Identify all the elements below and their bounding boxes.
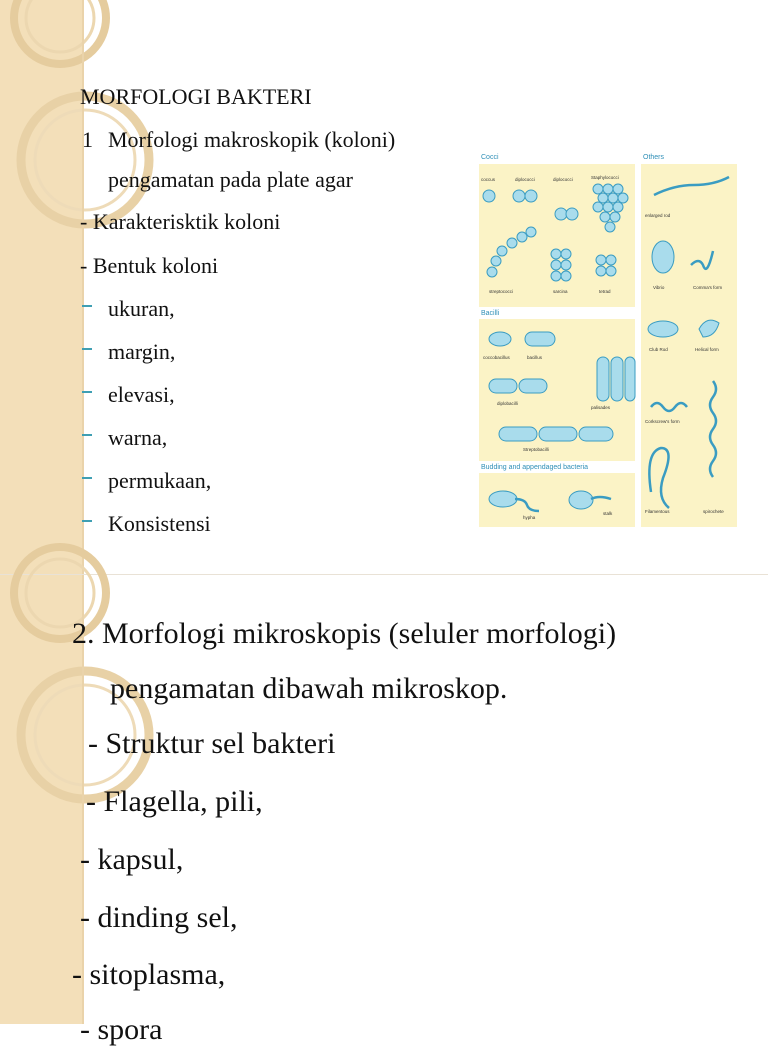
svg-text:palisades: palisades bbox=[591, 405, 611, 410]
svg-text:Staphylococci: Staphylococci bbox=[591, 175, 619, 180]
svg-text:stalk: stalk bbox=[603, 511, 613, 516]
svg-text:Helical form: Helical form bbox=[695, 347, 719, 352]
svg-text:coccus: coccus bbox=[481, 177, 496, 182]
svg-text:diplococci: diplococci bbox=[515, 177, 535, 182]
svg-text:tetrad: tetrad bbox=[599, 289, 611, 294]
svg-text:Vibrio: Vibrio bbox=[653, 285, 665, 290]
slide-2 bbox=[0, 575, 768, 1046]
svg-text:Club Rod: Club Rod bbox=[649, 347, 668, 352]
slide2-line5: - kapsul, bbox=[80, 843, 184, 876]
slide2-line7: - sitoplasma, bbox=[72, 958, 226, 991]
bullet-item: Konsistensi bbox=[108, 511, 211, 536]
fig-cocci-title: Cocci bbox=[481, 154, 499, 161]
fig-budding-title: Budding and appendaged bacteria bbox=[481, 464, 589, 471]
bullet-item: margin, bbox=[108, 339, 176, 364]
sub-item-karakteristik: - Karakterisktik koloni bbox=[80, 209, 281, 234]
svg-text:streptococci: streptococci bbox=[489, 289, 514, 294]
bullet-dash-icon bbox=[82, 305, 92, 307]
sub-item-bentuk: - Bentuk koloni bbox=[80, 253, 219, 278]
decorative-strip bbox=[0, 0, 84, 575]
item1-line2: pengamatan pada plate agar bbox=[108, 167, 353, 192]
slide2-line1: 2. Morfologi mikroskopis (seluler morfologi) bbox=[72, 617, 617, 650]
slide2-line3: - Struktur sel bakteri bbox=[88, 727, 336, 760]
item-number: 1 bbox=[82, 127, 93, 152]
slide-title: MORFOLOGI BAKTERI bbox=[80, 84, 312, 109]
svg-text:enlarged rod: enlarged rod bbox=[645, 213, 671, 218]
bacteria-morphology-figure bbox=[479, 147, 737, 527]
svg-text:hypha: hypha bbox=[523, 515, 536, 520]
svg-text:Streptobacilli: Streptobacilli bbox=[523, 447, 549, 452]
circle-ornament-icon bbox=[0, 0, 84, 575]
bullet-dash-icon bbox=[82, 348, 92, 350]
svg-text:diplobacilli: diplobacilli bbox=[497, 401, 518, 406]
bullet-item: ukuran, bbox=[108, 296, 175, 321]
svg-text:Comma's form: Comma's form bbox=[693, 285, 723, 290]
svg-text:sarcina: sarcina bbox=[553, 289, 568, 294]
slide2-line6: - dinding sel, bbox=[80, 901, 238, 934]
svg-text:Filamentous: Filamentous bbox=[645, 509, 670, 514]
bullet-item: elevasi, bbox=[108, 382, 175, 407]
fig-others-title: Others bbox=[643, 154, 665, 161]
bullet-dash-icon bbox=[82, 391, 92, 393]
svg-text:bacillus: bacillus bbox=[527, 355, 543, 360]
slide2-line4: - Flagella, pili, bbox=[86, 785, 263, 818]
svg-text:Corkscrew's form: Corkscrew's form bbox=[645, 419, 680, 424]
bullet-item: permukaan, bbox=[108, 468, 212, 493]
slide2-line2: pengamatan dibawah mikroskop. bbox=[110, 672, 508, 705]
svg-text:diplococci: diplococci bbox=[553, 177, 573, 182]
bullet-item: warna, bbox=[108, 425, 168, 450]
item1-line1: Morfologi makroskopik (koloni) bbox=[108, 127, 396, 152]
bullet-dash-icon bbox=[82, 434, 92, 436]
bullet-dash-icon bbox=[82, 477, 92, 479]
svg-text:spirochete: spirochete bbox=[703, 509, 724, 514]
fig-bacilli-title: Bacilli bbox=[481, 310, 500, 317]
slide2-line8: - spora bbox=[80, 1013, 163, 1046]
svg-text:coccobacillus: coccobacillus bbox=[483, 355, 510, 360]
bullet-dash-icon bbox=[82, 520, 92, 522]
